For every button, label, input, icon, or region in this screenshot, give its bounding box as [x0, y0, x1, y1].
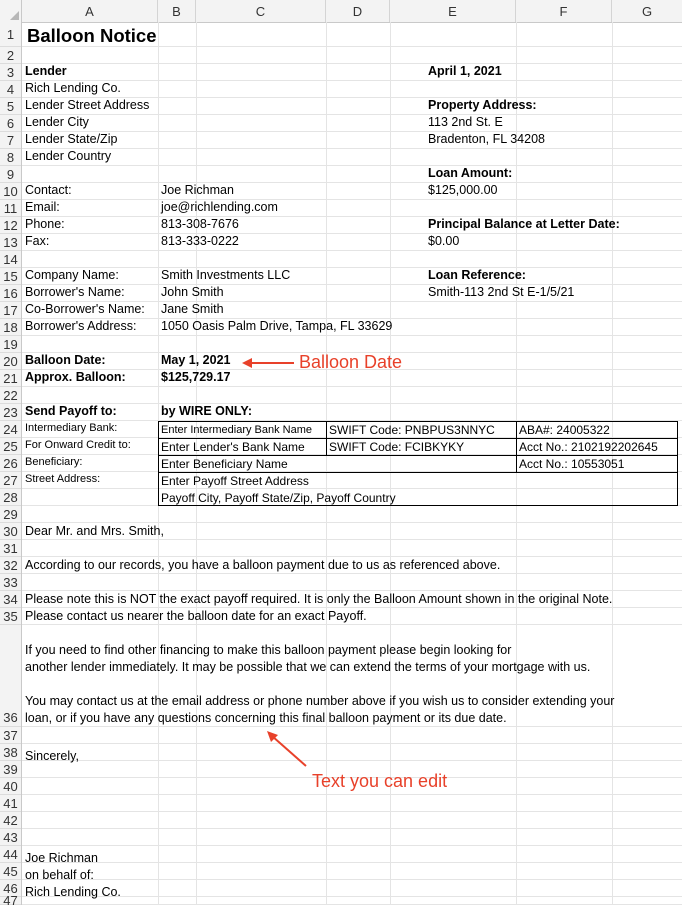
row-header-15[interactable]: 15 [0, 268, 21, 285]
gridline [22, 403, 682, 404]
contact-value[interactable]: Joe Richman [161, 183, 234, 197]
fax-label: Fax: [25, 234, 50, 248]
principal-balance-label: Principal Balance at Letter Date: [428, 217, 620, 231]
property-line2[interactable]: Bradenton, FL 34208 [428, 132, 545, 146]
row-header-40[interactable]: 40 [0, 778, 21, 795]
contact-label: Contact: [25, 183, 72, 197]
gridline [22, 845, 682, 846]
borrower-address-label: Borrower's Address: [25, 319, 137, 333]
row-header-31[interactable]: 31 [0, 540, 21, 557]
row-header-18[interactable]: 18 [0, 319, 21, 336]
gridline [22, 879, 682, 880]
row-header-20[interactable]: 20 [0, 353, 21, 370]
payoff-street[interactable]: Enter Payoff Street Address [161, 474, 309, 488]
row-header-9[interactable]: 9 [0, 166, 21, 183]
paragraph-2-line1[interactable]: Please note this is NOT the exact payoff required. It is only the Balloon Amount shown in the original Note. [25, 592, 613, 606]
onward-bank-name[interactable]: Enter Lender's Bank Name [161, 440, 305, 454]
row-header-39[interactable]: 39 [0, 761, 21, 778]
row-header-47[interactable]: 47 [0, 897, 21, 905]
row-header-17[interactable]: 17 [0, 302, 21, 319]
fax-value[interactable]: 813-333-0222 [161, 234, 239, 248]
signature-on-behalf[interactable]: on behalf of: [25, 868, 94, 882]
row-header-23[interactable]: 23 [0, 404, 21, 421]
gridline [22, 131, 682, 132]
paragraph-2-line2[interactable]: Please contact us nearer the balloon date for an exact Payoff. [25, 609, 367, 623]
phone-label: Phone: [25, 217, 65, 231]
row-header-4[interactable]: 4 [0, 81, 21, 98]
paragraph-3-line1[interactable]: If you need to find other financing to make this balloon payment please begin looking for [25, 643, 512, 657]
select-all-corner[interactable] [0, 0, 22, 22]
row-header-3[interactable]: 3 [0, 64, 21, 81]
column-header-c[interactable]: C [196, 0, 326, 22]
gridline [22, 233, 682, 234]
gridline [22, 539, 682, 540]
balloon-date-annotation: Balloon Date [299, 352, 403, 372]
beneficiary-name[interactable]: Enter Beneficiary Name [161, 457, 288, 471]
paragraph-4-line1[interactable]: You may contact us at the email address or phone number above if you wish us to consider extending your [25, 694, 615, 708]
column-header-e[interactable]: E [390, 0, 516, 22]
row-header-13[interactable]: 13 [0, 234, 21, 251]
gridline [22, 862, 682, 863]
row-header-11[interactable]: 11 [0, 200, 21, 217]
paragraph-4-line2[interactable]: loan, or if you have any questions concerning this final balloon payment or its due date. [25, 711, 507, 725]
editable-text-arrow-icon [264, 728, 310, 770]
row-header-36[interactable]: 36 [0, 625, 21, 727]
loan-reference-label: Loan Reference: [428, 268, 526, 282]
gridline [22, 760, 682, 761]
row-header-12[interactable]: 12 [0, 217, 21, 234]
row-header-27[interactable]: 27 [0, 472, 21, 489]
lender-country[interactable]: Lender Country [25, 149, 112, 163]
company-value[interactable]: Smith Investments LLC [161, 268, 291, 282]
column-header-g[interactable]: G [641, 4, 653, 19]
lender-heading: Lender [25, 64, 67, 78]
gridline [22, 624, 682, 625]
row-header-8[interactable]: 8 [0, 149, 21, 166]
row-header-6[interactable]: 6 [0, 115, 21, 132]
intermediary-bank-label: Intermediary Bank: [25, 422, 118, 434]
gridline [22, 165, 682, 166]
gridline [22, 590, 682, 591]
onward-swift[interactable]: SWIFT Code: FCIBKYKY [329, 440, 465, 454]
select-all-triangle-icon [10, 11, 19, 20]
column-header-a[interactable]: A [22, 0, 158, 22]
beneficiary-acct[interactable]: Acct No.: 10553051 [519, 457, 625, 471]
intermediary-swift[interactable]: SWIFT Code: PNBPUS3NNYC [329, 423, 495, 437]
gridline [22, 896, 682, 897]
gridline [22, 828, 682, 829]
page-title: Balloon Notice [27, 25, 157, 46]
table-rule [516, 421, 517, 472]
coborrower-value[interactable]: Jane Smith [161, 302, 224, 316]
signature-name[interactable]: Joe Richman [25, 851, 98, 865]
intermediary-aba[interactable]: ABA#: 24005322 [519, 423, 610, 437]
salutation[interactable]: Dear Mr. and Mrs. Smith, [25, 524, 164, 538]
row-header-28[interactable]: 28 [0, 489, 21, 506]
gridline [22, 335, 682, 336]
borrower-value[interactable]: John Smith [161, 285, 224, 299]
row-header-30[interactable]: 30 [0, 523, 21, 540]
row-header-1[interactable]: 1 [0, 22, 21, 47]
onward-acct[interactable]: Acct No.: 2102192202645 [519, 440, 658, 454]
column-header-bar [0, 0, 682, 23]
column-header-b[interactable]: B [158, 0, 196, 22]
row-header-34[interactable]: 34 [0, 591, 21, 608]
column-header-f[interactable]: F [516, 0, 612, 22]
balloon-date-label: Balloon Date: [25, 353, 106, 367]
paragraph-1[interactable]: According to our records, you have a balloon payment due to us as referenced above. [25, 558, 501, 572]
gridline [22, 607, 682, 608]
email-value[interactable]: joe@richlending.com [161, 200, 278, 214]
company-label: Company Name: [25, 268, 119, 282]
column-header-d[interactable]: D [326, 0, 390, 22]
row-header-19[interactable]: 19 [0, 336, 21, 353]
row-header-29[interactable]: 29 [0, 506, 21, 523]
row-header-2[interactable]: 2 [0, 47, 21, 64]
gridline [22, 522, 682, 523]
row-header-5[interactable]: 5 [0, 98, 21, 115]
row-header-10[interactable]: 10 [0, 183, 21, 200]
row-header-45[interactable]: 45 [0, 863, 21, 880]
payoff-city[interactable]: Payoff City, Payoff State/Zip, Payoff Country [161, 491, 396, 505]
row-header-44[interactable]: 44 [0, 846, 21, 863]
approx-balloon-label: Approx. Balloon: [25, 370, 126, 384]
row-header-37[interactable]: 37 [0, 727, 21, 744]
table-rule [158, 438, 678, 439]
lender-name[interactable]: Rich Lending Co. [25, 81, 121, 95]
loan-amount-value[interactable]: $125,000.00 [428, 183, 498, 197]
gridline [22, 148, 682, 149]
row-header-41[interactable]: 41 [0, 795, 21, 812]
row-header-bar [0, 22, 22, 908]
gridline [22, 811, 682, 812]
table-rule [326, 421, 327, 455]
intermediary-bank-name[interactable]: Enter Intermediary Bank Name [161, 424, 313, 436]
gridline [22, 182, 682, 183]
street-address-label: Street Address: [25, 473, 101, 485]
editable-text-annotation: Text you can edit [312, 771, 448, 791]
send-payoff-label: Send Payoff to: [25, 404, 117, 418]
row-header-14[interactable]: 14 [0, 251, 21, 268]
gridline [22, 250, 682, 251]
balloon-date-arrow-icon [240, 355, 296, 371]
email-label: Email: [25, 200, 60, 214]
row-header-26[interactable]: 26 [0, 455, 21, 472]
row-header-21[interactable]: 21 [0, 370, 21, 387]
property-line1[interactable]: 113 2nd St. E [428, 115, 503, 129]
gridline [22, 386, 682, 387]
table-rule [158, 455, 678, 456]
balloon-date-value[interactable]: May 1, 2021 [161, 353, 231, 367]
row-header-32[interactable]: 32 [0, 557, 21, 574]
phone-value[interactable]: 813-308-7676 [161, 217, 239, 231]
table-rule [158, 472, 678, 473]
borrower-label: Borrower's Name: [25, 285, 125, 299]
row-header-38[interactable]: 38 [0, 744, 21, 761]
approx-balloon-value[interactable]: $125,729.17 [161, 370, 231, 384]
borrower-address-value[interactable]: 1050 Oasis Palm Drive, Tampa, FL 33629 [161, 319, 393, 333]
row-header-16[interactable]: 16 [0, 285, 21, 302]
gridline [22, 726, 682, 727]
gridline [22, 573, 682, 574]
gridline [22, 199, 682, 200]
gridline [22, 80, 682, 81]
row-header-33[interactable]: 33 [0, 574, 21, 591]
gridline [22, 63, 682, 64]
property-address-label: Property Address: [428, 98, 537, 112]
beneficiary-label: Beneficiary: [25, 456, 83, 468]
loan-reference-value[interactable]: Smith-113 2nd St E-1/5/21 [428, 285, 575, 299]
gridline [22, 556, 682, 557]
row-header-46[interactable]: 46 [0, 880, 21, 897]
lender-state-zip[interactable]: Lender State/Zip [25, 132, 118, 146]
row-header-25[interactable]: 25 [0, 438, 21, 455]
signature-company[interactable]: Rich Lending Co. [25, 885, 121, 899]
paragraph-3-line2[interactable]: another lender immediately. It may be possible that we can extend the terms of your mortgage with us. [25, 660, 591, 674]
gridline [22, 114, 682, 115]
closing[interactable]: Sincerely, [25, 749, 79, 763]
row-header-24[interactable]: 24 [0, 421, 21, 438]
row-header-22[interactable]: 22 [0, 387, 21, 404]
row-header-42[interactable]: 42 [0, 812, 21, 829]
row-header-7[interactable]: 7 [0, 132, 21, 149]
onward-credit-label: For Onward Credit to: [25, 439, 131, 451]
loan-amount-label: Loan Amount: [428, 166, 513, 180]
row-header-43[interactable]: 43 [0, 829, 21, 846]
gridline [22, 794, 682, 795]
lender-city[interactable]: Lender City [25, 115, 89, 129]
row-header-35[interactable]: 35 [0, 608, 21, 625]
gridline [22, 267, 682, 268]
letter-date[interactable]: April 1, 2021 [428, 64, 502, 78]
wire-only-label: by WIRE ONLY: [161, 404, 252, 418]
principal-balance-value[interactable]: $0.00 [428, 234, 460, 248]
lender-street[interactable]: Lender Street Address [25, 98, 150, 112]
coborrower-label: Co-Borrower's Name: [25, 302, 145, 316]
gridline [22, 743, 682, 744]
